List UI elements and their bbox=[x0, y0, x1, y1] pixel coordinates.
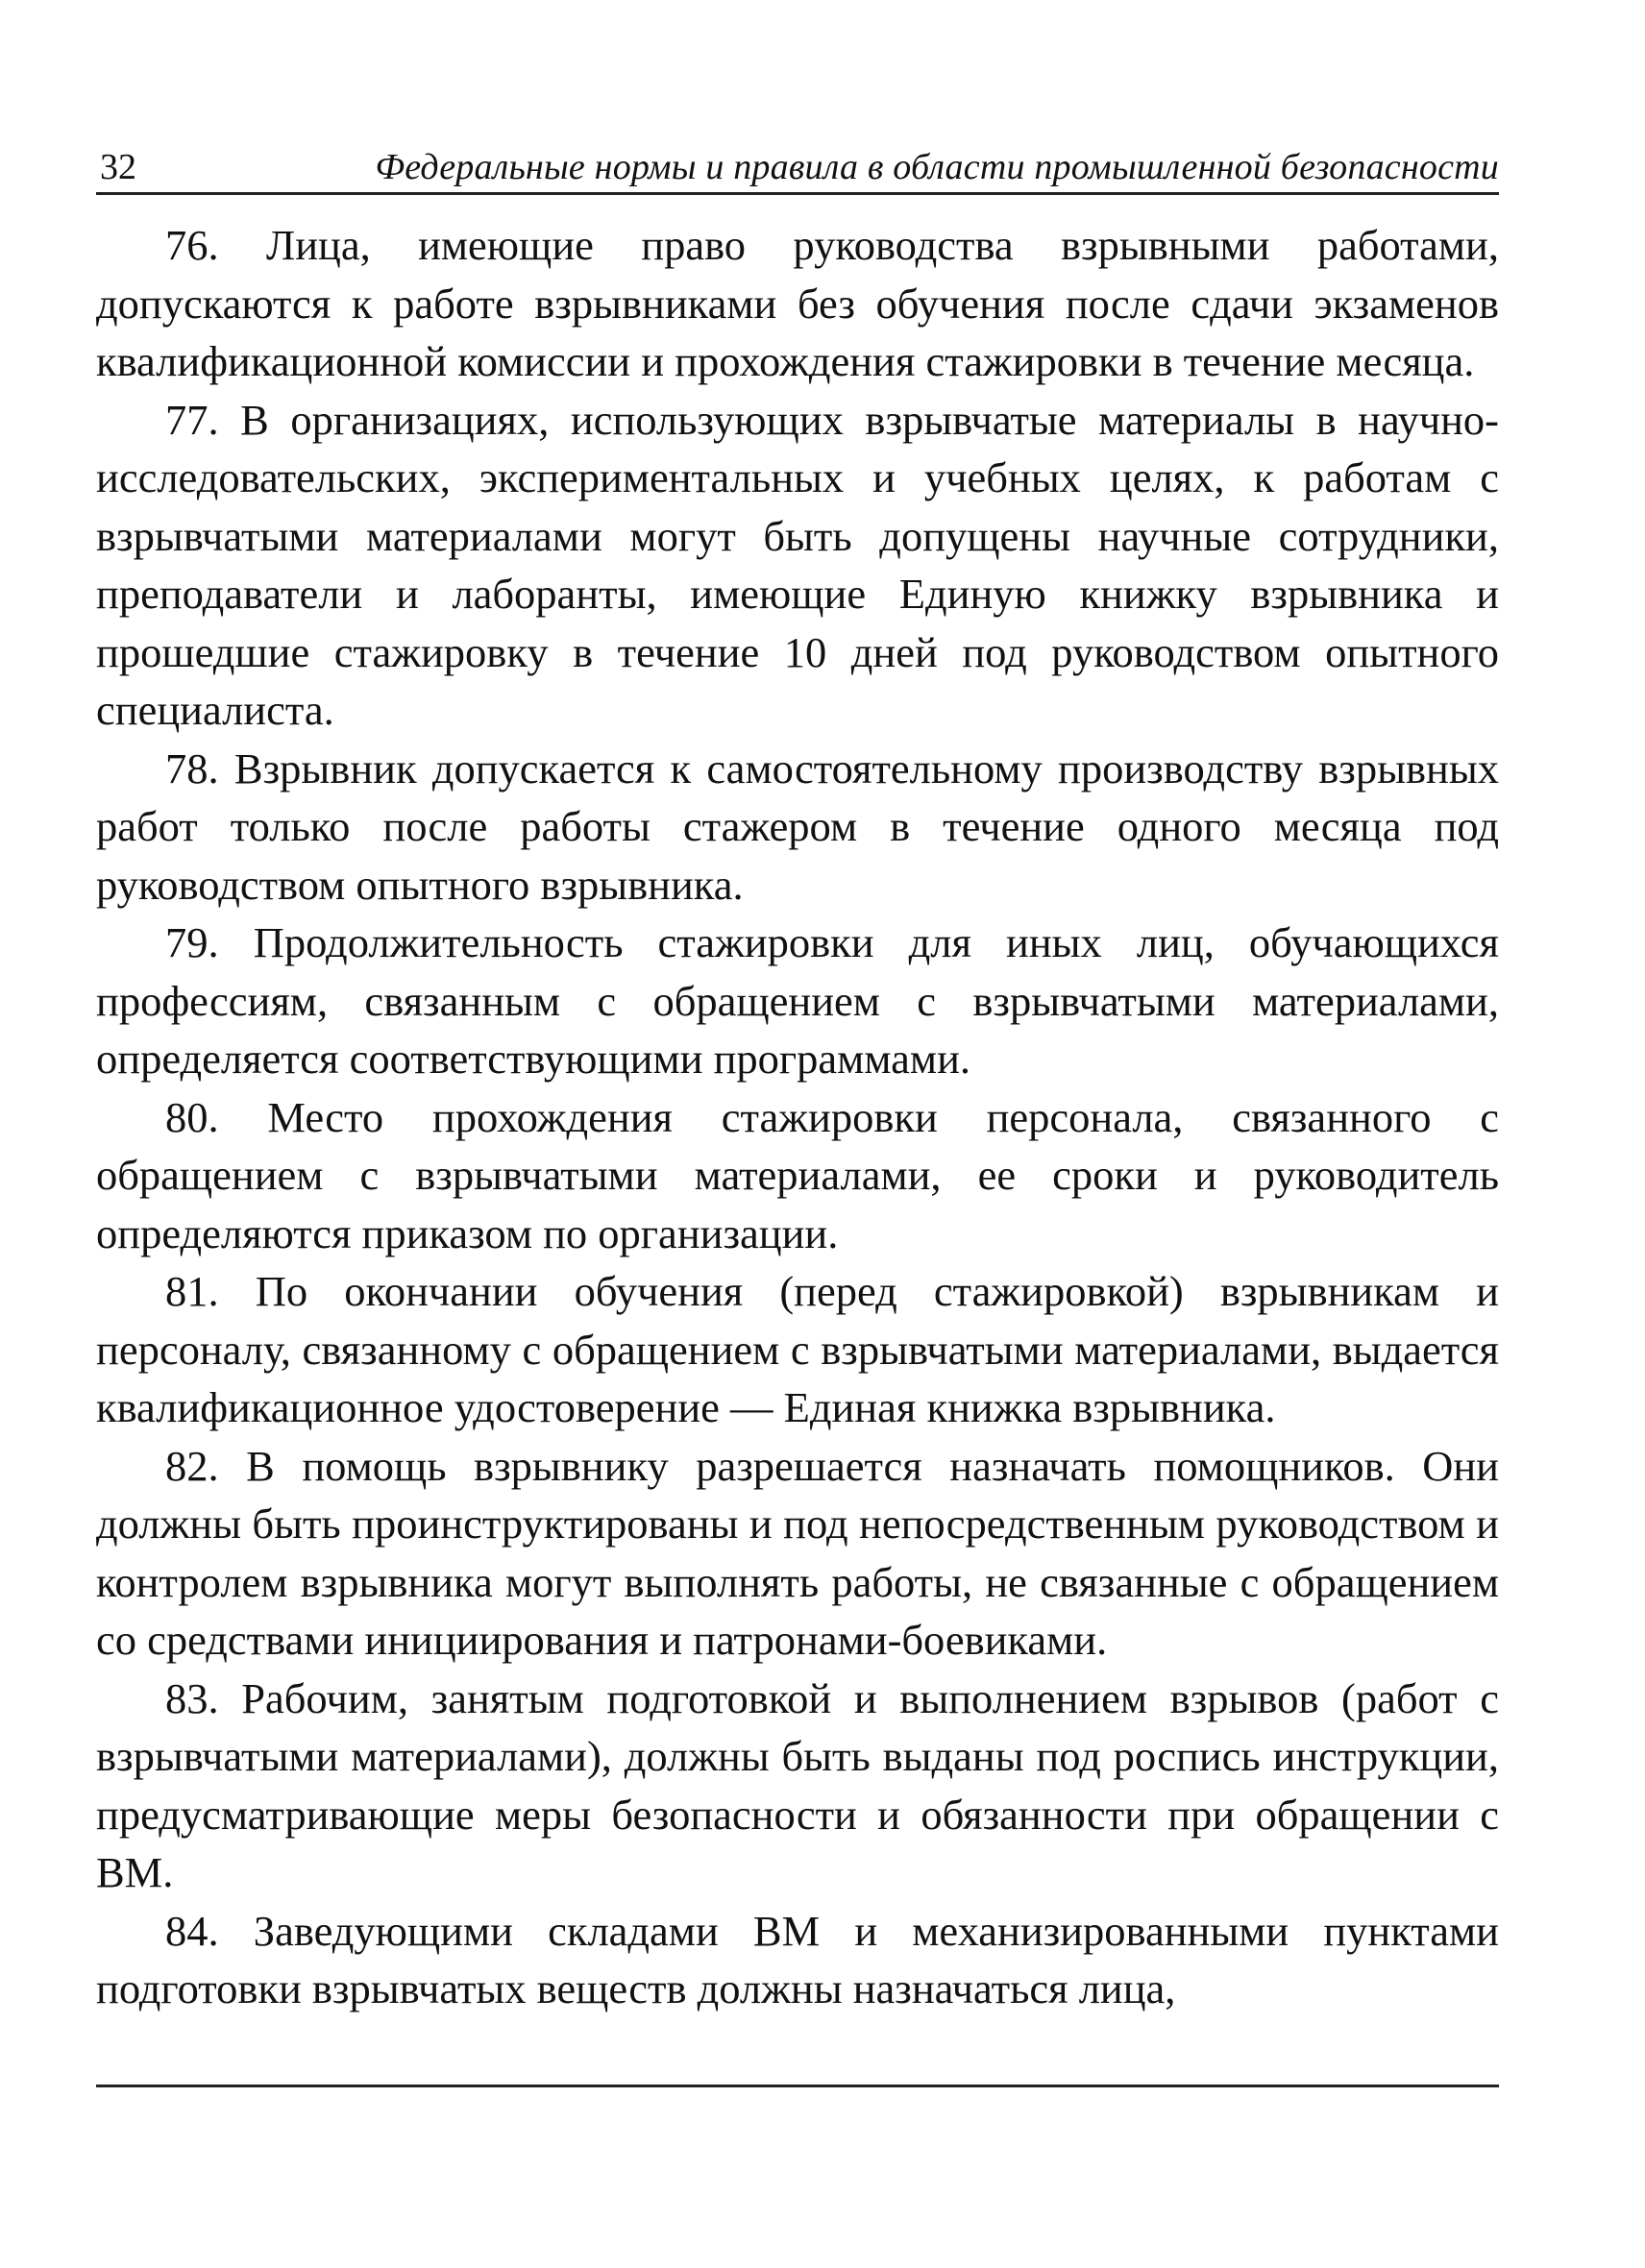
paragraph-79: 79. Продолжительность стажировки для иных лиц, обучающихся профессиям, связанным с обращением с взрывчатыми материалами, определяется соответствующими программами. bbox=[96, 918, 1499, 1083]
paragraph-77: 77. В организациях, использующих взрывчатые материалы в научно-исследовательских, экспериментальных и учебных целях, к работам с взрывчатыми материалами могут быть допущены научные сотрудники, преподаватели и лаборанты, имеющие Единую книжку взрывника и прошедшие стажировку в течение 10 дней под руководством опытного специалиста. bbox=[96, 395, 1499, 734]
paragraph-82: 82. В помощь взрывнику разрешается назначать помощников. Они должны быть проинструктированы и под непосредственным руководством и контролем взрывника могут выполнять работы, не связанные с обращением со средствами инициирования и патронами-боевиками. bbox=[96, 1441, 1499, 1664]
bottom-rule bbox=[96, 2085, 1499, 2087]
paragraph-84: 84. Заведующими складами ВМ и механизированными пунктами подготовки взрывчатых веществ должны назначаться лица, bbox=[96, 1906, 1499, 2012]
running-title: Федеральные нормы и правила в области промышленной безопасности bbox=[375, 147, 1499, 187]
paragraph-81: 81. По окончании обучения (перед стажировкой) взрывникам и персоналу, связанному с обращением с взрывчатыми материалами, выдается квалификационное удостоверение — Единая книжка взрывника. bbox=[96, 1267, 1499, 1431]
paragraph-76: 76. Лица, имеющие право руководства взрывными работами, допускаются к работе взрывниками без обучения после сдачи экзаменов квалификационной комиссии и прохождения стажировки в течение месяца. bbox=[96, 221, 1499, 385]
body-text bbox=[96, 216, 1499, 2018]
paragraph-83: 83. Рабочим, занятым подготовкой и выполнением взрывов (работ с взрывчатыми материалами), должны быть выданы под роспись инструкции, предусматривающие меры безопасности и обязанности при обращении с ВМ. bbox=[96, 1673, 1499, 1896]
page-number: 32 bbox=[100, 147, 136, 187]
paragraph-78: 78. Взрывник допускается к самостоятельному производству взрывных работ только после работы стажером в течение одного месяца под руководством опытного взрывника. bbox=[96, 744, 1499, 909]
running-header bbox=[96, 144, 1499, 195]
paragraph-80: 80. Место прохождения стажировки персонала, связанного с обращением с взрывчатыми материалами, ее сроки и руководитель определяются приказом по организации. bbox=[96, 1092, 1499, 1257]
document-page bbox=[96, 144, 1499, 2018]
